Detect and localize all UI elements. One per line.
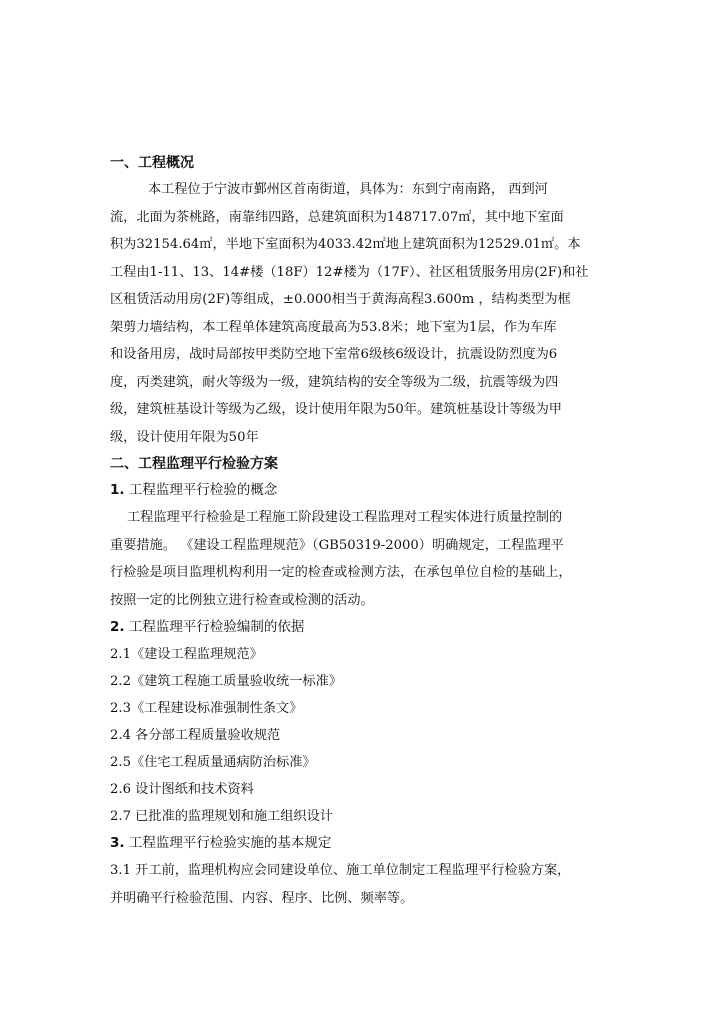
section1-line-7: 和设备用房，战时局部按甲类防空地下室常6级核6级设计，抗震设防烈度为6 xyxy=(110,347,558,362)
basis-item-7: 2.7 已批准的监理规划和施工组织设计 xyxy=(110,809,333,824)
document-page xyxy=(110,150,630,912)
subsection3-title: 工程监理平行检验实施的基本规定 xyxy=(124,835,332,851)
subsection2-title: 工程监理平行检验编制的依据 xyxy=(124,619,305,635)
subsection3-line-1: 3.1 开工前，监理机构应会同建设单位、施工单位制定工程监理平行检验方案， xyxy=(110,863,571,878)
section1-line-3: 积为32154.64㎡，半地下室面积为4033.42㎡地上建筑面积为12529.01㎡。本 xyxy=(110,237,581,252)
subsection1-line-1: 工程监理平行检验是工程施工阶段建设工程监理对工程实体进行质量控制的 xyxy=(127,510,563,525)
basis-item-4: 2.4 各分部工程质量验收规范 xyxy=(110,728,281,743)
subsection1-number: 1. xyxy=(110,482,125,498)
section1-line-8: 度，丙类建筑，耐火等级为一级，建筑结构的安全等级为二级，抗震等级为四 xyxy=(110,374,559,390)
subsection2-heading xyxy=(110,614,630,641)
section1-line-1: 本工程位于宁波市鄞州区首南街道，具体为：东到宁南南路， 西到河 xyxy=(148,182,548,197)
basis-item-1: 2.1《建设工程监理规范》 xyxy=(110,647,263,662)
subsection1-line-4: 按照一定的比例独立进行检查或检测的活动。 xyxy=(110,592,374,608)
subsection1-line-3: 行检验是项目监理机构利用一定的检查或检测方法，在承包单位自检的基础上， xyxy=(110,565,572,580)
basis-item-3: 2.3《工程建设标准强制性条文》 xyxy=(110,701,303,716)
section1-line-4: 工程由1-11、13、14#楼（18F）12#楼为（17F）、社区租赁服务用房(2F)和社 xyxy=(110,264,589,280)
subsection3-line-2: 并明确平行检验范围、内容、程序、比例、频率等。 xyxy=(110,890,414,906)
subsection3-number: 3. xyxy=(110,835,125,851)
section1-line-9: 级，建筑桩基设计等级为乙级，设计使用年限为50年。建筑桩基设计等级为甲 xyxy=(110,402,562,417)
section1-line-6: 架剪力墙结构，本工程单体建筑高度最高为53.8米；地下室为1层，作为车库 xyxy=(110,319,557,335)
basis-item-5: 2.5《住宅工程质量通病防治标准》 xyxy=(110,755,316,770)
subsection1-line-2: 重要措施。 《建设工程监理规范》（GB50319-2000）明确规定，工程监理平 xyxy=(110,537,564,553)
section1-line-5: 区租赁活动用房(2F)等组成，±0.000相当于黄海高程3.600m ，结构类型为框 xyxy=(110,292,571,307)
subsection3-heading xyxy=(110,830,630,857)
basis-item-2: 2.2《建筑工程施工质量验收统一标准》 xyxy=(110,674,342,689)
section1-line-2: 流，北面为茶桃路，南靠纬四路，总建筑面积为148717.07㎡，其中地下室面 xyxy=(110,209,564,225)
section1-line-10: 级，设计使用年限为50年 xyxy=(110,429,259,445)
section2-heading: 二、工程监理平行检验方案 xyxy=(110,456,278,472)
subsection2-number: 2. xyxy=(110,619,125,635)
section1-heading: 一、工程概况 xyxy=(110,155,194,171)
basis-item-6: 2.6 设计图纸和技术资料 xyxy=(110,782,254,797)
subsection1-heading xyxy=(110,477,630,504)
subsection1-title: 工程监理平行检验的概念 xyxy=(124,482,278,498)
